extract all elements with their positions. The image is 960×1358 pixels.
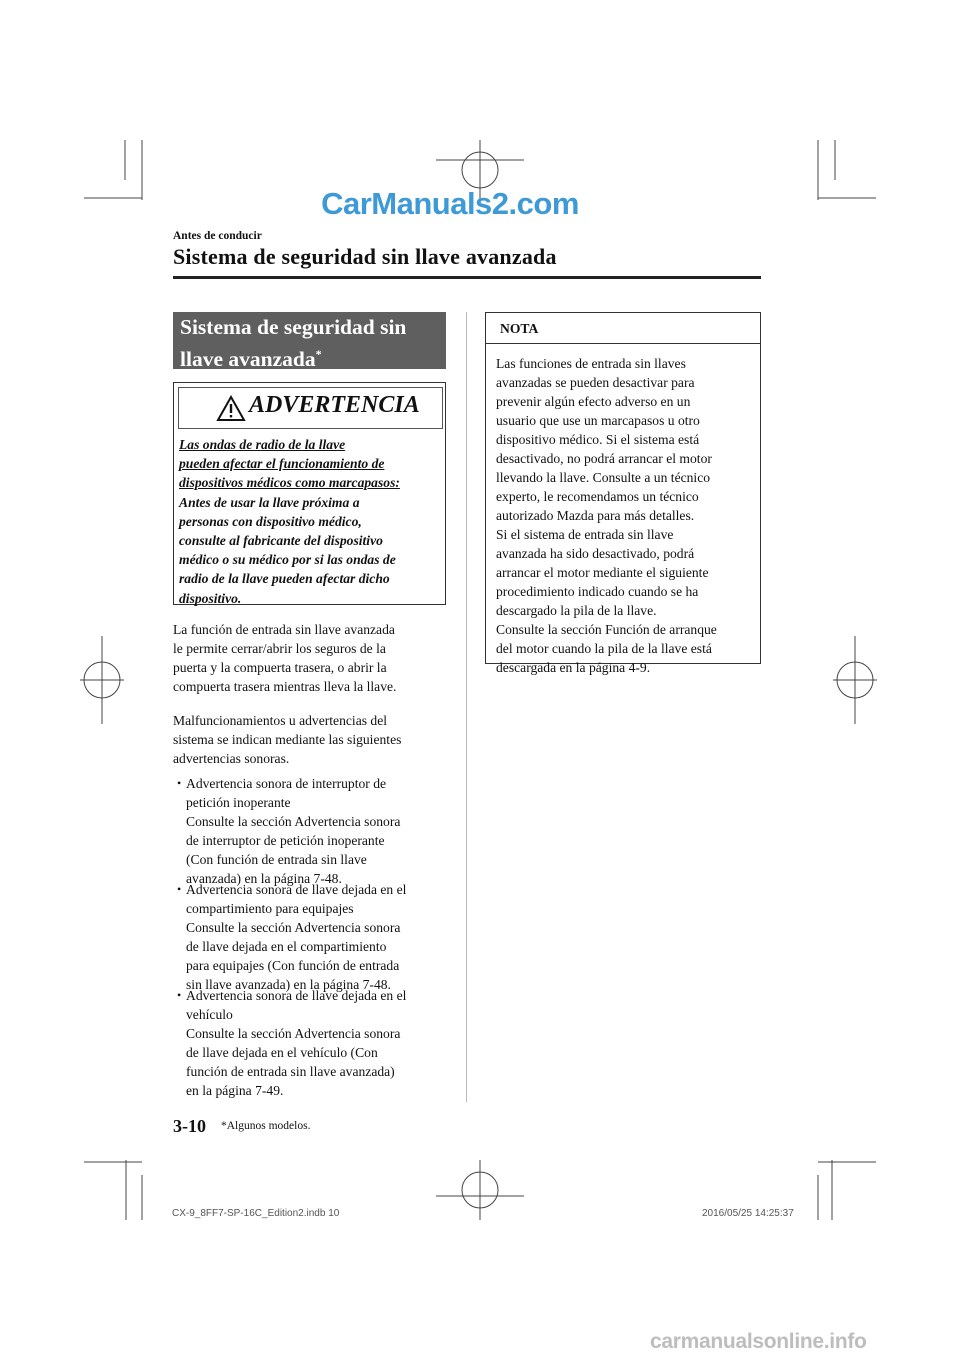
text-line: médico o su médico por si las ondas de xyxy=(179,552,396,568)
text-line: avanzada) en la página 7-48. xyxy=(186,871,342,886)
warning-title: ADVERTENCIA xyxy=(249,392,420,418)
warning-text xyxy=(179,435,445,608)
text-line: compuerta trasera mientras lleva la llave. xyxy=(173,679,397,694)
text-line: Consulte la sección Advertencia sonora xyxy=(186,814,401,829)
column-divider xyxy=(466,312,467,1102)
text-line: Advertencia sonora de interruptor de xyxy=(186,776,387,791)
text-line: petición inoperante xyxy=(186,795,291,810)
text-line: en la página 7-49. xyxy=(186,1083,284,1098)
text-line: compartimiento para equipajes xyxy=(186,901,354,916)
warning-box xyxy=(173,382,446,605)
watermark-logo: CarManuals2.com xyxy=(321,186,579,221)
text-line: (Con función de entrada sin llave xyxy=(186,852,367,867)
text-line: experto, le recomendamos un técnico xyxy=(496,489,699,504)
bottom-watermark: carmanualsonline.info xyxy=(650,1330,867,1353)
section-heading-line1: Sistema de seguridad sin xyxy=(180,315,407,339)
text-line: dispositivo. xyxy=(179,590,242,606)
bullet-icon: • xyxy=(177,988,182,1002)
text-line: pueden afectar el funcionamiento de xyxy=(179,456,385,472)
text-line: Consulte la sección Advertencia sonora xyxy=(186,1026,401,1041)
text-line: de llave dejada en el compartimiento xyxy=(186,939,387,954)
text-line: Antes de usar la llave próxima a xyxy=(179,494,360,510)
section-label: Antes de conducir xyxy=(173,230,262,242)
section-heading-line2: llave avanzada xyxy=(180,347,316,372)
text-line: arrancar el motor mediante el siguiente xyxy=(496,565,709,580)
text-line: Las ondas de radio de la llave xyxy=(179,437,346,452)
warning-triangle-icon xyxy=(216,395,246,422)
note-label: NOTA xyxy=(500,321,539,336)
text-line: avanzadas se pueden desactivar para xyxy=(496,375,695,390)
text-line: advertencias sonoras. xyxy=(173,751,290,766)
text-line: Advertencia sonora de llave dejada en el xyxy=(186,882,407,897)
text-line: Consulte la sección Advertencia sonora xyxy=(186,920,401,935)
text-line: consulte al fabricante del dispositivo xyxy=(179,533,383,549)
text-line: función de entrada sin llave avanzada) xyxy=(186,1064,395,1079)
text-line: desactivado, no podrá arrancar el motor xyxy=(496,451,712,466)
text-line: de interruptor de petición inoperante xyxy=(186,833,385,848)
bullet-icon: • xyxy=(177,882,182,896)
list-item xyxy=(177,774,451,888)
note-header xyxy=(486,313,760,344)
note-text xyxy=(496,354,760,677)
text-line: personas con dispositivo médico, xyxy=(179,513,362,529)
title-divider xyxy=(173,276,761,279)
text-line: Las funciones de entrada sin llaves xyxy=(496,356,686,371)
text-line: dispositivo médico. Si el sistema está xyxy=(496,432,700,447)
footnote: *Algunos modelos. xyxy=(221,1120,311,1132)
text-line: Advertencia sonora de llave dejada en el xyxy=(186,988,407,1003)
text-line: le permite cerrar/abrir los seguros de la xyxy=(173,641,386,656)
text-line: puerta y la compuerta trasera, o abrir la xyxy=(173,660,387,675)
text-line: prevenir algún efecto adverso en un xyxy=(496,394,691,409)
paragraph xyxy=(173,620,449,696)
warning-header xyxy=(178,387,443,429)
footer-timestamp: 2016/05/25 14:25:37 xyxy=(702,1208,794,1219)
text-line: Si el sistema de entrada sin llave xyxy=(496,527,674,542)
text-line: vehículo xyxy=(186,1007,233,1022)
text-line: Consulte la sección Función de arranque xyxy=(496,622,717,637)
text-line: de llave dejada en el vehículo (Con xyxy=(186,1045,378,1060)
list-item xyxy=(177,880,451,994)
asterisk-mark: * xyxy=(315,347,322,361)
text-line: del motor cuando la pila de la llave está xyxy=(496,641,712,656)
text-line: descargado la pila de la llave. xyxy=(496,603,657,618)
text-line: avanzada ha sido desactivado, podrá xyxy=(496,546,695,561)
text-line: para equipajes (Con función de entrada xyxy=(186,958,400,973)
text-line: Malfuncionamientos u advertencias del xyxy=(173,713,388,728)
footer-filename: CX-9_8FF7-SP-16C_Edition2.indb 10 xyxy=(172,1208,340,1219)
text-line: La función de entrada sin llave avanzada xyxy=(173,622,395,637)
paragraph xyxy=(173,711,449,768)
page-title: Sistema de seguridad sin llave avanzada xyxy=(173,244,557,269)
text-line: sin llave avanzada) en la página 7-48. xyxy=(186,977,391,992)
page-number: 3-10 xyxy=(173,1116,206,1136)
text-line: sistema se indican mediante las siguientes xyxy=(173,732,402,747)
text-line: procedimiento indicado cuando se ha xyxy=(496,584,699,599)
list-item xyxy=(177,986,451,1100)
bullet-icon: • xyxy=(177,776,182,790)
text-line: descargada en la página 4-9. xyxy=(496,660,651,675)
section-heading xyxy=(180,314,406,373)
text-line: autorizado Mazda para más detalles. xyxy=(496,508,695,523)
text-line: dispositivos médicos como marcapasos: xyxy=(179,475,400,491)
note-box xyxy=(485,312,761,675)
text-line: llevando la llave. Consulte a un técnico xyxy=(496,470,711,485)
text-line: usuario que use un marcapasos u otro xyxy=(496,413,700,428)
text-line: radio de la llave pueden afectar dicho xyxy=(179,571,390,587)
section-heading-box xyxy=(173,312,446,372)
